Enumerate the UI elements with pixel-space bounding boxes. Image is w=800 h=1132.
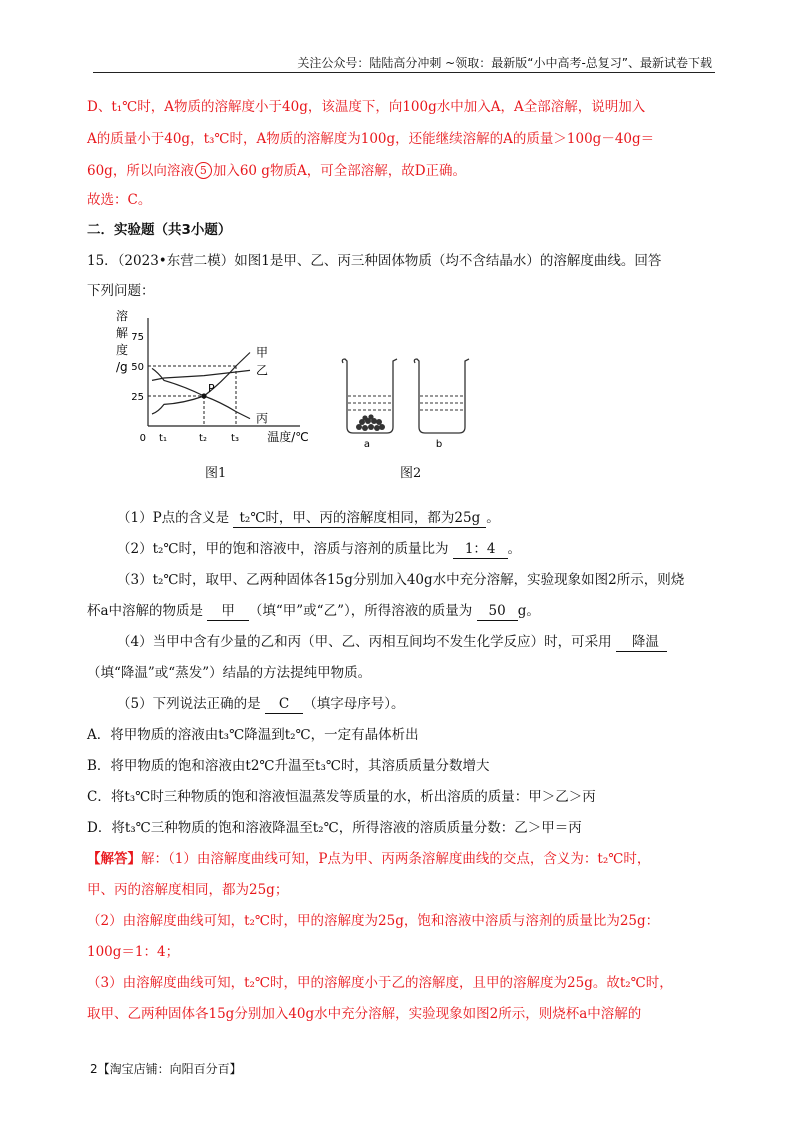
q1-answer: t₂℃时，甲、丙的溶解度相同，都为25g	[233, 509, 486, 528]
q1-text: （1）P点的含义是	[117, 510, 230, 526]
q3-text: 杯a中溶解的物质是	[87, 603, 204, 619]
header-divider	[93, 72, 715, 73]
q4-text: （4）当甲中含有少量的乙和丙（甲、乙、丙相互间均不发生化学反应）时，可采用	[117, 634, 612, 650]
q4-answer: 降温	[616, 633, 667, 652]
q5-line	[117, 693, 747, 715]
prev-solution-d-line3	[87, 160, 717, 182]
q5-text: （5）下列说法正确的是	[117, 696, 261, 712]
solution-line3: （2）由溶解度曲线可知，t₂℃时，甲的溶解度为25g，饱和溶液中溶质与溶剂的质量比为25g：	[87, 913, 660, 929]
prev-solution-d-line2: A的质量小于40g，t₃℃时，A物质的溶解度为100g，还能继续溶解的A的质量＞100g－40g＝	[87, 131, 655, 147]
x-tick-label: t₂	[199, 433, 207, 444]
undissolved-solid	[356, 414, 385, 431]
q3-text-end: g。	[517, 603, 540, 619]
q3-line2	[87, 600, 717, 622]
q2-line	[117, 538, 747, 560]
x-axis-label: 温度/℃	[267, 430, 309, 444]
y-axis-label: 解	[116, 326, 129, 340]
beaker-a-label: a	[363, 439, 371, 450]
prev-solution-text: 加入60 g物质A，可全部溶解，故D正确。	[212, 163, 467, 179]
solution-line4: 100g＝1：4；	[87, 944, 180, 960]
q3-answer-mass: 50	[477, 602, 518, 621]
y-tick-label: 50	[131, 362, 144, 373]
prev-solution-choice: 故选：C。	[87, 192, 152, 208]
q4-line1	[117, 631, 747, 653]
beaker-b-label: b	[435, 439, 443, 450]
q3-answer-substance: 甲	[207, 602, 249, 621]
q3-text-mid: （填“甲”或“乙”），所得溶液的质量为	[248, 603, 473, 619]
solution-line1	[87, 848, 717, 870]
curve-乙	[152, 370, 250, 380]
solution-text: 解：（1）由溶解度曲线可知，P点为甲、丙两条溶解度曲线的交点，含义为：t₂℃时，	[141, 851, 651, 867]
x-tick-label: t₃	[231, 433, 239, 444]
solution-line5: （3）由溶解度曲线可知，t₂℃时，甲的溶解度小于乙的溶解度，且甲的溶解度为25g。故t₂℃时，	[87, 975, 673, 991]
curve-甲	[152, 353, 250, 415]
beaker-a	[342, 359, 397, 450]
option-c: C．将t₃℃时三种物质的饱和溶液恒温蒸发等质量的水，析出溶质的质量：甲＞乙＞丙	[87, 789, 596, 805]
q2-text-end: 。	[507, 541, 522, 557]
q1-text-end: 。	[486, 510, 500, 526]
option-a: A．将甲物质的溶液由t₃℃降温到t₂℃，一定有晶体析出	[87, 727, 419, 743]
solubility-chart	[110, 306, 309, 456]
figure1-caption: 图1	[205, 466, 227, 481]
header-banner: 关注公众号：陆陆高分冲刺 ~领取：最新版“小中高考-总复习”、最新试卷下载	[297, 56, 712, 70]
origin-label: 0	[139, 433, 146, 444]
solution-line2: 甲、丙的溶解度相同，都为25g；	[87, 882, 289, 898]
beaker-b	[414, 359, 469, 450]
q4-line2: （填“降温”或“蒸发”）结晶的方法提纯甲物质。	[87, 665, 372, 681]
page-footer: 2【淘宝店铺：向阳百分百】	[90, 1062, 242, 1076]
y-axis-label: /g	[116, 360, 128, 374]
y-axis-label: 度	[116, 343, 129, 357]
point-p-label: P	[208, 382, 215, 395]
solution-label: 【解答】	[87, 851, 141, 867]
curve-label: 甲	[256, 345, 269, 360]
solution-line6: 取甲、乙两种固体各15g分别加入40g水中充分溶解，实验现象如图2所示，则烧杯a中溶解的	[87, 1006, 642, 1022]
q2-text: （2）t₂℃时，甲的饱和溶液中，溶质与溶剂的质量比为	[117, 541, 449, 557]
curve-label: 乙	[256, 363, 269, 378]
question-stem-line2: 下列问题：	[87, 283, 155, 299]
option-d: D．将t₃℃三种物质的饱和溶液降温至t₂℃，所得溶液的溶质质量分数：乙＞甲＝丙	[87, 820, 582, 836]
beakers-figure	[335, 355, 475, 450]
q5-answer: C	[265, 695, 303, 714]
y-axis-label: 溶	[116, 309, 129, 323]
q1-line	[117, 507, 747, 529]
circled-number: 5	[195, 162, 212, 179]
y-tick-label: 75	[131, 332, 144, 343]
option-b: B．将甲物质的饱和溶液由t2℃升温至t₃℃时，其溶质质量分数增大	[87, 758, 490, 774]
x-tick-label: t₁	[159, 433, 167, 444]
point-p-marker	[201, 393, 206, 398]
prev-solution-d-line1: D、t₁℃时，A物质的溶解度小于40g，该温度下，向100g水中加入A，A全部溶解，说明加入	[87, 99, 646, 115]
q5-text-end: （填字母序号）。	[303, 696, 405, 712]
figure2-caption: 图2	[400, 466, 422, 481]
prev-solution-text: 60g，所以向溶液	[87, 163, 194, 179]
section-title: 二．实验题（共3小题）	[87, 222, 232, 238]
q2-answer: 1：4	[453, 540, 508, 559]
q3-line1: （3）t₂℃时，取甲、乙两种固体各15g分别加入40g水中充分溶解，实验现象如图2所示，则烧	[117, 572, 685, 588]
y-tick-label: 25	[131, 392, 144, 403]
curve-label: 丙	[256, 411, 269, 426]
question-stem-line1: 15．（2023•东营二模）如图1是甲、乙、丙三种固体物质（均不含结晶水）的溶解度曲线。回答	[87, 253, 662, 269]
